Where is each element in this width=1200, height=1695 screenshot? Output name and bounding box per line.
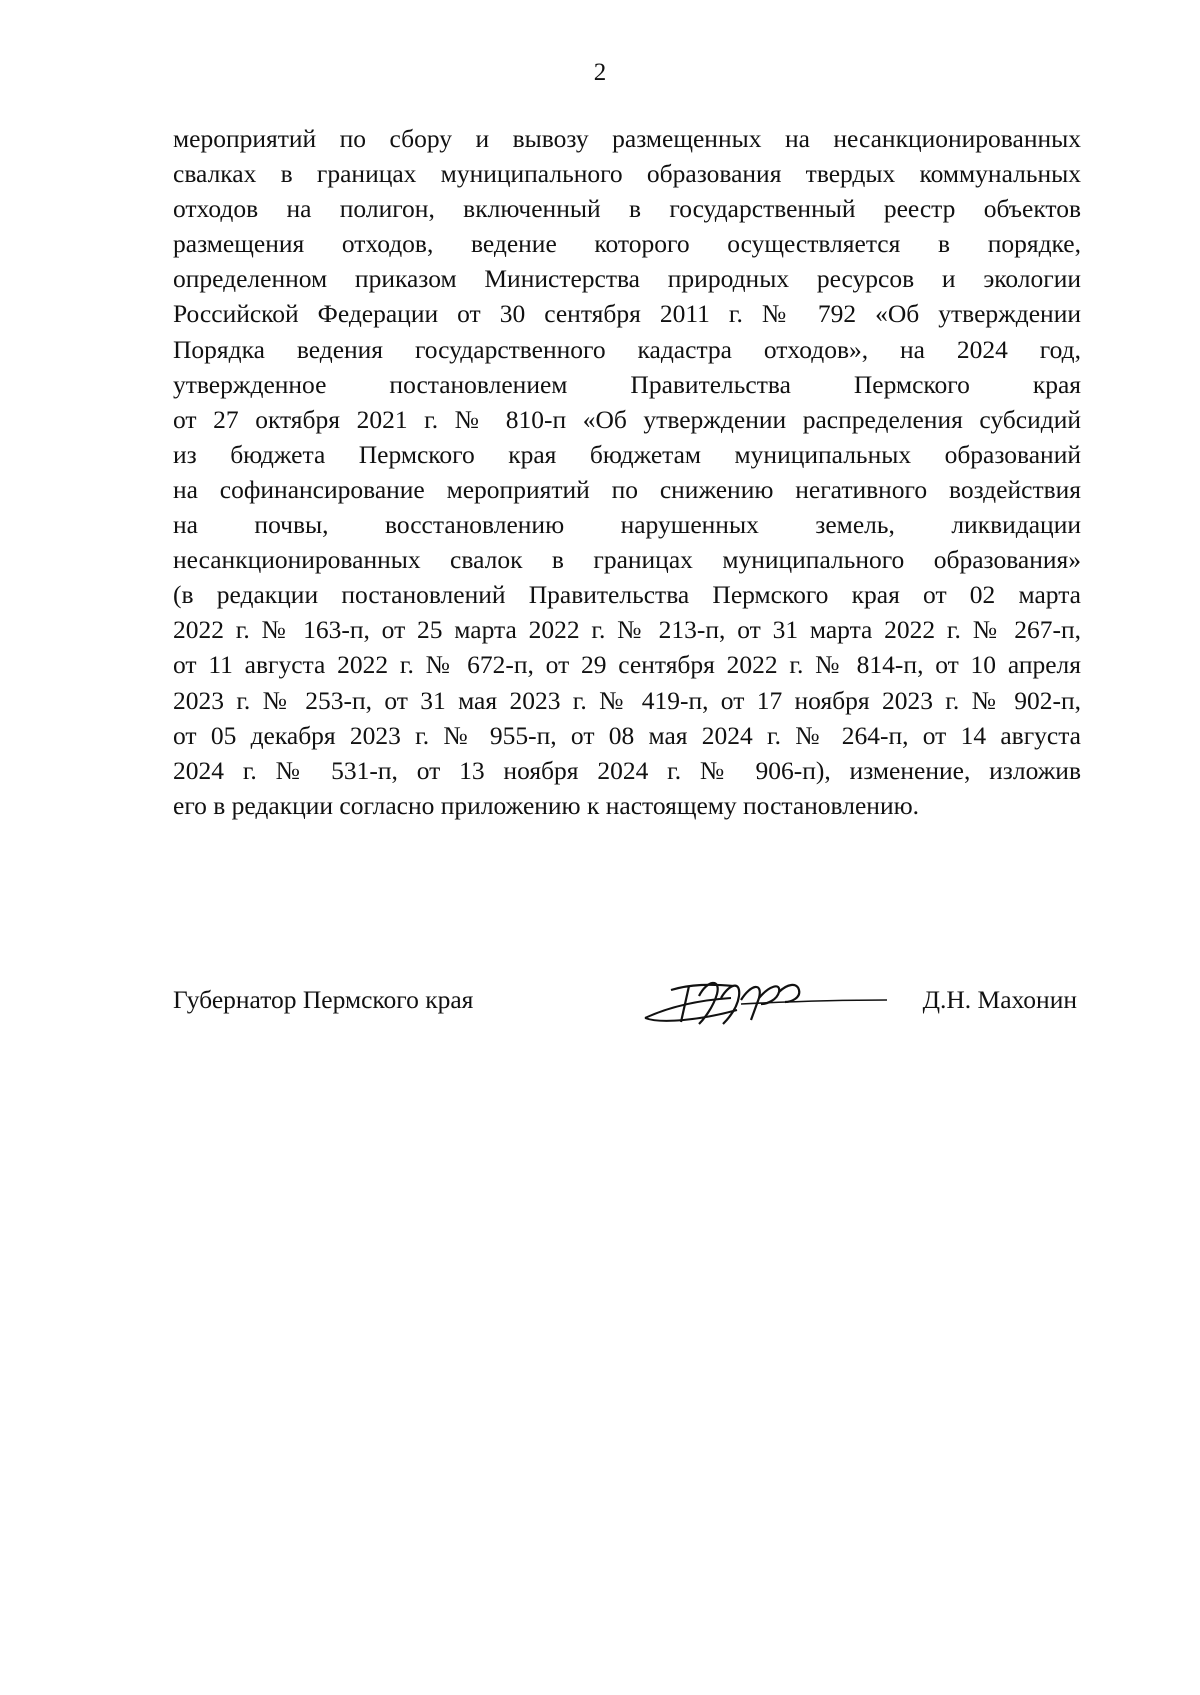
page-number: 2 [593, 59, 607, 86]
body-line: на софинансирование мероприятий по снижению негативного воздействия [173, 474, 1081, 504]
body-line: отходов на полигон, включенный в государственный реестр объектов [173, 194, 1081, 224]
body-line: от 27 октября 2021 г. № 810-п «Об утверждении распределения субсидий [173, 404, 1081, 434]
body-line: несанкционированных свалок в границах муниципального образования» [173, 545, 1081, 575]
body-line: утвержденное постановлением Правительства Пермского края [173, 369, 1081, 399]
handwritten-signature [641, 970, 891, 1028]
body-line: из бюджета Пермского края бюджетам муниципальных образований [173, 439, 1081, 469]
body-line: от 05 декабря 2023 г. № 955-п, от 08 мая 2024 г. № 264-п, от 14 августа [173, 720, 1081, 750]
body-line: 2024 г. № 531-п, от 13 ноября 2024 г. № 906-п), изменение, изложив [173, 755, 1081, 785]
body-line: на почвы, восстановлению нарушенных земель, ликвидации [173, 510, 1081, 540]
body-line: Российской Федерации от 30 сентября 2011 г. № 792 «Об утверждении [173, 299, 1081, 329]
signature-block [173, 970, 1081, 1030]
body-line: от 11 августа 2022 г. № 672-п, от 29 сентября 2022 г. № 814-п, от 10 апреля [173, 650, 1081, 680]
body-line: размещения отходов, ведение которого осуществляется в порядке, [173, 229, 1081, 259]
body-line: свалках в границах муниципального образования твердых коммунальных [173, 159, 1081, 189]
signer-name: Д.Н. Махонин [922, 985, 1077, 1014]
body-text [173, 121, 1081, 823]
body-line: определенном приказом Министерства природных ресурсов и экологии [173, 264, 1081, 294]
body-line: мероприятий по сбору и вывозу размещенных на несанкционированных [173, 124, 1081, 153]
body-line: его в редакции согласно приложению к настоящему постановлению. [173, 790, 920, 820]
signer-position: Губернатор Пермского края [173, 985, 474, 1014]
body-line: Порядка ведения государственного кадастра отходов», на 2024 год, [173, 334, 1081, 364]
body-line: (в редакции постановлений Правительства Пермского края от 02 марта [173, 580, 1081, 610]
body-line: 2023 г. № 253-п, от 31 мая 2023 г. № 419-п, от 17 ноября 2023 г. № 902-п, [173, 685, 1081, 715]
body-line: 2022 г. № 163-п, от 25 марта 2022 г. № 213-п, от 31 марта 2022 г. № 267-п, [173, 615, 1081, 645]
